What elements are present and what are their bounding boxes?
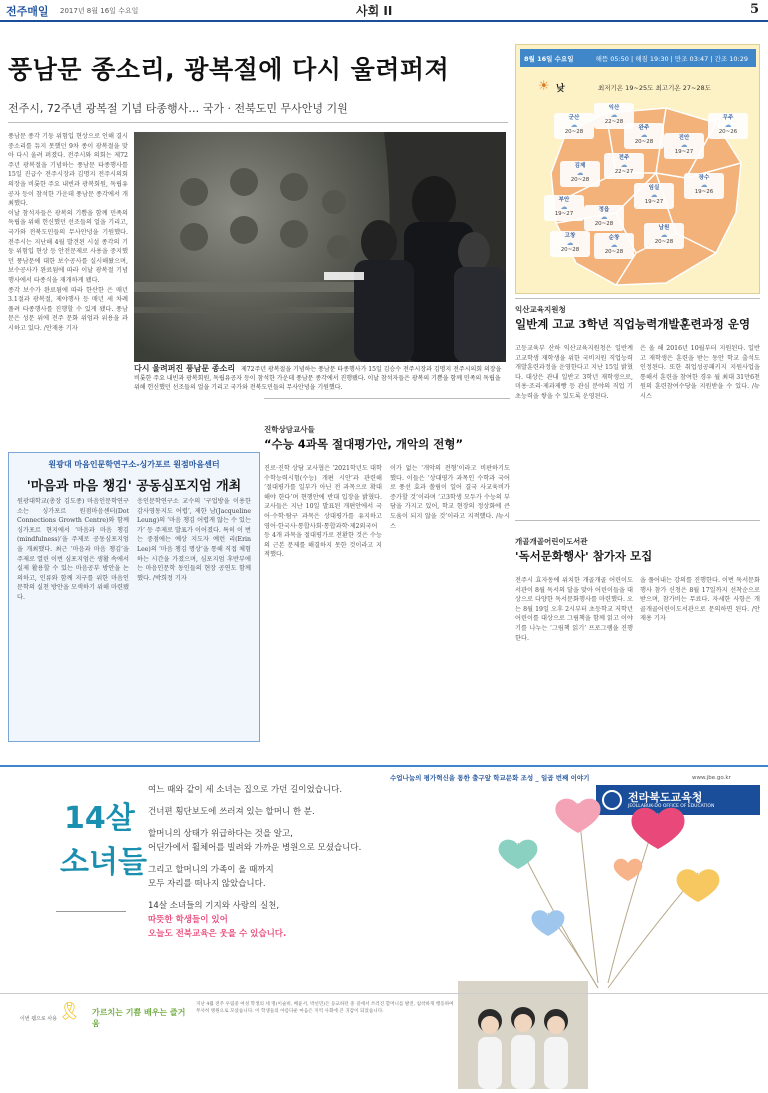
weather-header	[520, 49, 756, 67]
city-temp: 20~28	[654, 239, 674, 245]
story-line: 그리고 할머니의 가족이 올 때까지	[148, 865, 274, 875]
exam-title: “수능 4과목 절대평가안, 개악의 전형”	[264, 437, 464, 451]
ad-title-age: 14살	[64, 801, 135, 836]
divider	[515, 520, 760, 521]
office-name: 전라북도교육청	[628, 791, 703, 804]
city-name: 순창	[608, 235, 620, 241]
city-name: 정읍	[598, 207, 610, 213]
city-temp: 20~28	[634, 139, 654, 145]
exam-col1: 진로·진학 상담 교사협은 ‘2021학년도 대학수학능력시험(수능) 개편 시안’과 관련해 ‘절대평가를 일부가 아닌 전 과목으로 확대해야 한다’며 현행안에 반대 입장을 밝혔다. 교사들은 지난 10일 발표된 개편안에서 국어·수학·탐구 과목은 상대평가를 유지하고 영어·한국사·통합사회·통합과학·제2외국어 등 4개 과목을 절대평가로 전환한 것은 수능의 근본 문제를 해결하지 못한 것이라고 지적했다.	[264, 465, 382, 559]
weather-city	[584, 205, 624, 231]
city-name: 익산	[608, 105, 620, 111]
paper-name: 전주매일	[6, 5, 49, 18]
weather-city	[550, 231, 590, 257]
weather-city	[664, 133, 704, 159]
today-label: 낮	[556, 84, 565, 94]
ad-story	[148, 783, 448, 941]
cloud-icon: ☁	[610, 241, 618, 249]
lead-paragraph: 풍남문 종각 기둥 위험입 현상으로 인해 결시 중소리를 듀지 못했던 9차 종이 광복절을 맞아 다시 울려 퍼졌다. 전주시와 의회는 제72주년 광복절을 기념하는 풍남문 타종행사를 15일 진급수 전주시장과 김명지 전주시의회 의장을 비롯한 주요 내빈과 광복회원, 독립유공자 등이 참석한 가운데 풍남문 종각에서 개최했다.	[8, 133, 128, 208]
weather-city	[554, 113, 594, 139]
exam-col2: 이가 없는 ‘개악의 전형’이라고 비판하기도 했다. 이들은 ‘상대평가 과목인 수학과 국어로 풍선 효과 쏠림이 일어 결국 사교육비가 증가할 것’이라며 ‘고3학생 모두가 수능의 부담을 가지고 있어, 학교 현장의 정상화에 큰 도움이 되지 않을 것’이라고 지적했다. /뉴시스	[390, 465, 510, 530]
cloud-icon: ☁	[620, 161, 628, 169]
heart-balloons-illustration	[458, 783, 768, 1013]
ad-title-girls: 소녀들	[60, 845, 147, 880]
city-temp: 19~27	[644, 199, 664, 205]
symposium-kicker: 원광대 마음인문학연구소-싱가포르 원점마음센터	[48, 460, 220, 469]
students-illustration	[458, 981, 588, 1089]
bell-ceremony-photo	[134, 132, 506, 362]
city-temp: 20~28	[594, 221, 614, 227]
city-name: 부안	[558, 197, 570, 203]
section-name: 사회 II	[356, 4, 393, 18]
cloud-icon: ☁	[700, 181, 708, 189]
symposium-article-box	[8, 452, 260, 742]
vocational-col1: 고등교육부 산하 익산교육지원청은 일반계 고교학생 재학생을 위한 국비지원 직업능력개발훈련과정을 운영한다고 지난 15일 밝혔다. 대상은 관내 일반고 3학년 재학생으로, 미용·조리·제과제빵 등 관심 분야의 직업 기초능력을 쌓을 수 있도록 운영된다.	[515, 345, 633, 400]
students-photo	[458, 981, 588, 1089]
ad-slogan: 가르치는 기쁨 배우는 즐거움	[92, 1008, 186, 1028]
weather-city	[684, 173, 724, 199]
weather-city	[560, 161, 600, 187]
city-name: 장수	[698, 175, 710, 181]
city-name: 김제	[574, 163, 586, 169]
city-name: 군산	[568, 115, 580, 121]
sun-icon: ☀	[538, 79, 550, 94]
weather-city	[594, 233, 634, 259]
weather-city	[708, 113, 748, 139]
divider	[0, 993, 768, 994]
divider	[264, 398, 510, 399]
weather-city	[604, 153, 644, 179]
city-temp: 20~28	[604, 249, 624, 255]
city-temp: 19~27	[674, 149, 694, 155]
ad-url: www.jbe.go.kr	[692, 775, 731, 781]
city-temp: 20~28	[564, 129, 584, 135]
ad-top-rule	[0, 765, 768, 767]
symposium-title: '마음과 마음 챙김' 공동심포지엄 개최	[26, 479, 242, 494]
caption-text: 제72주년 광복절을 기념하는 풍남문 타종행사가 15일 김승수 전주시장과 김명지 전주시의회 의장을 비롯한 주요 내빈과 광복회원, 독립유공자 등이 참석한 가운데 풍남문 종각에서 진행됐다. 이날 참석자들은 광복의 기쁨을 함께 민족의 독립을 위해 헌신했던 선조들의 얼을 기리고 국가와 전북도민들의 무사안녕을 기원했다.	[134, 366, 502, 391]
ribbon-caption: 이번 웹으로 사용	[20, 1016, 57, 1022]
cloud-icon: ☁	[640, 131, 648, 139]
page-number: 5	[750, 2, 760, 17]
vocational-kicker: 익산교육지원청	[515, 305, 566, 314]
library-col1: 전주시 효자동에 위치한 개골개골 어린이도서관이 8월 독서의 달을 맞아 어린이들을 대상으로 다양한 독서문화행사를 마련했다. 오는 8월 19일 오후 2시부터 초등학교 저학년 어린이를 대상으로 그림책을 함께 읽고 이야기를 나누는 ‘그림책 읽기’ 프로그램을 진행한다.	[515, 577, 633, 642]
cloud-icon: ☁	[680, 141, 688, 149]
yellow-ribbon-icon: 🎗	[58, 1001, 81, 1022]
vocational-title: 일반계 고교 3학년 직업능력개발훈련과정 운영	[515, 317, 751, 331]
cloud-icon: ☁	[600, 213, 608, 221]
story-line: 14살 소녀들의 기지와 사랑의 실천,	[148, 901, 280, 911]
library-title: '독서문화행사' 참가자 모집	[515, 549, 653, 563]
city-name: 전주	[618, 155, 630, 161]
cloud-icon: ☁	[610, 111, 618, 119]
library-kicker: 개골개골어린이도서관	[515, 537, 588, 546]
cloud-icon: ☁	[660, 231, 668, 239]
city-temp: 22~27	[614, 169, 634, 175]
lead-paragraph: 종각 보수가 완료됨에 따라 한산한 은 매년 3.1절과 광복절, 제야행사 등 매년 세 차례 풀려 타종행사를 진행할 수 있게 됐다. 풍남문은 성문 위에 전주 문화 위엄과 위용을 과시하고 있다. /안재용 기자	[8, 286, 128, 332]
lead-subhead: 전주시, 72주년 광복절 기념 타종행사… 국가 · 전북도민 무사안녕 기원	[8, 102, 348, 115]
photo-caption	[134, 364, 506, 392]
ad-tagline: 수업나눔의 평가혁신을 통한 출구앞 학교문화 조성 _ 일곱 번째 이야기	[390, 774, 590, 782]
city-name: 진안	[678, 135, 690, 141]
city-temp: 20~28	[570, 177, 590, 183]
city-temp: 20~28	[560, 247, 580, 253]
cloud-icon: ☁	[724, 121, 732, 129]
city-temp: 19~27	[554, 211, 574, 217]
weather-city	[634, 183, 674, 209]
weather-date: 8월 16일 수요일	[524, 55, 574, 63]
weather-city	[624, 123, 664, 149]
story-line: 할머니의 상태가 위급하다는 것을 알고,	[148, 829, 293, 839]
divider	[515, 298, 760, 299]
story-highlight: 오늘도 전북교육은 웃을 수 있습니다.	[148, 929, 287, 939]
masthead	[0, 0, 768, 22]
exam-kicker: 진학상담교사들	[264, 425, 315, 434]
cloud-icon: ☁	[650, 191, 658, 199]
story-line: 여느 때와 같이 세 소녀는 집으로 가던 길이었습니다.	[148, 785, 343, 795]
cloud-icon: ☁	[566, 239, 574, 247]
ad-note: 지난 4월 전주 우림중 여성 학생의 세 명(이슬비, 배윤서, 박선민)은 등교하던 중 길에서 쓰러진 할머니를 발견, 침착하게 행동하여 무사히 병원으로 모셨습니다. 이 학생들의 아름다운 마음은 지역 사회에 큰 귀감이 되었습니다.	[196, 1002, 454, 1014]
symposium-col2: 응인문학연구소 교수의 ‘구업방을 이용한 감사영동지도 어렵’, 제한 남(Jacqueline Leung)의 ‘마음 챙김 어렵게 않는 수 있는가’ 등 주제로 발표가 이어졌다. 특히 이 번는 중점에는 예상 지도자 예런 리(Erin Lee)의 ‘마음 챙김 명상’을 통해 직접 체험하는 시간을 가졌으며, 심포지엄 후반부에는 마음인문학 동인들의 현장 공연도 함께 했다. /박희정 기자	[137, 498, 251, 582]
weather-city	[544, 195, 584, 221]
caption-title: 다시 울려퍼진 풍남문 종소리	[134, 364, 236, 373]
today-temps: 최저기온 19~25도 최고기온 27~28도	[598, 84, 711, 92]
divider	[56, 911, 126, 912]
cloud-icon: ☁	[570, 121, 578, 129]
issue-date: 2017년 8월 16일 수요일	[60, 7, 139, 15]
city-temp: 22~28	[604, 119, 624, 125]
city-temp: 19~26	[694, 189, 714, 195]
story-line: 어딘가에서 휠체어를 빌려와 가까운 병원으로 모셨습니다.	[148, 843, 362, 853]
lead-paragraph: 이날 참석자들은 광복의 기쁨을 함께 민족의 독립을 위해 헌신했던 선조들의 얼을 기리고, 국가와 전북도민들의 무사안녕을 기원했다. 전주시는 지난해 4월 발견된 시설 종각의 기둥 위험입 현상 등 안전문제로 사용을 중지했던 풍남문에 대한 보수공사를 실시해왔으며, 보수공사가 완료됨에 따라 이날 광복절 기념행사에서 타종식을 재개하게 됐다.	[8, 209, 128, 284]
story-highlight: 따뜻한 학생들이 있어	[148, 915, 228, 925]
vocational-col2: 은 올 해 2016년 10월부터 지원된다. 일반고 재학생은 훈련을 받는 동안 학교 출석도 인정된다. 또한 취업성공패키지 지원사업을 통해서 훈련을 참여한 경우 월 최대 31만6천원의 훈련참여수당을 지원받을 수 있다. /뉴시스	[640, 345, 760, 400]
weather-panel	[515, 44, 760, 294]
office-name-en: JEOLLABUK-DO OFFICE OF EDUCATION	[628, 804, 715, 809]
divider	[8, 122, 508, 123]
library-col2: 을 풀어내는 강의를 진행한다. 이번 독서문화행사 참가 신청은 8월 17일까지 선착순으로 받으며, 참가비는 무료다. 자세한 사항은 개골개골어린이도서관으로 문의하면 된다. /안재용 기자	[640, 577, 760, 623]
city-temp: 20~26	[718, 129, 738, 135]
bell-photo-illustration	[134, 132, 506, 362]
weather-city	[644, 223, 684, 249]
city-name: 무주	[722, 115, 734, 121]
cloud-icon: ☁	[560, 203, 568, 211]
education-office-ad	[0, 765, 768, 1089]
lead-body-col1	[8, 132, 128, 368]
sun-tide-times: 해뜸 05:50 | 해짐 19:30 | 만조 03:47 | 간조 10:29	[595, 55, 748, 63]
lead-headline: 풍남문 종소리, 광복절에 다시 울려퍼져	[8, 55, 450, 84]
symposium-col1: 원광대학교(총장 김도종) 마음인문학연구소는 싱가포르 원점마음센터(Dot Connections Growth Centre)와 함께 싱가포르 현지에서 ‘마음과 마음 챙김(mindfulness)’을 주제로 공동심포지엄을 개최했다. 최근 ‘마음과 마음 챙김’을 주제로 열린 이번 심포지엄은 생활 속에서 실제 활용할 수 있는 마음공부 방안을 논의하고, 인류와 함께 지구를 위한 마음인문학의 실천 방안을 모색하기 위해 마련됐다.	[17, 498, 129, 601]
cloud-icon: ☁	[576, 169, 584, 177]
story-line: 건너편 횡단보도에 쓰러져 있는 할머니 한 분.	[148, 807, 315, 817]
city-name: 임실	[648, 185, 660, 191]
story-line: 모두 자리를 떠나지 않았습니다.	[148, 879, 266, 889]
city-name: 남원	[658, 225, 670, 231]
city-name: 완주	[638, 125, 650, 131]
city-name: 고창	[564, 233, 576, 239]
